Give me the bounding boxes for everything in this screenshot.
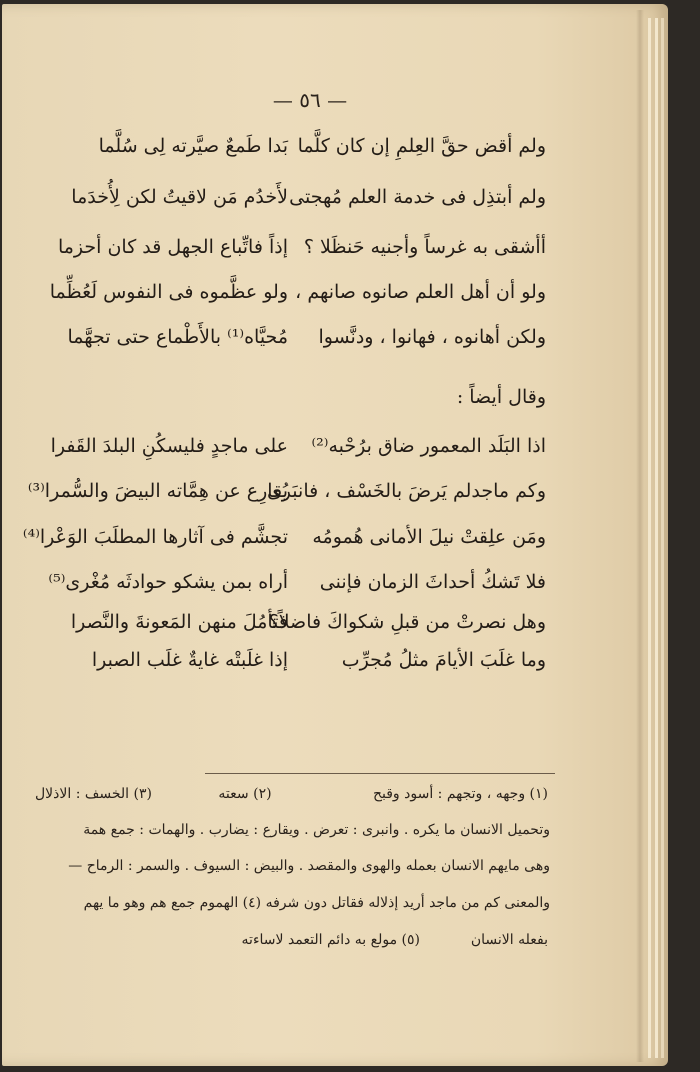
verse-line: مُحيَّاه⁽¹⁾ بالأَطْماع حتى تجهَّما (67, 326, 288, 348)
footnote: (١) وجهه ، وتجهم : أسود وقبح (372, 786, 548, 802)
footnote-line: والمعنى كم من ماجد أريد إذلاله فقاتل دون شرفه (٤) الهموم جمع هم وهو ما يهم (83, 895, 550, 911)
poem-heading: وقال أيضاً : (456, 386, 546, 408)
verse-line: ولو عظَّموه فى النفوس لَعُظِّما (49, 281, 288, 303)
verse-line: فلا تَشكُ أحداثَ الزمان فإننى (319, 571, 546, 593)
verse-line: وكم ماجدلم يَرضَ بالخَسْف ، فانبَرى (266, 480, 546, 502)
page-number: — ٥٦ — (272, 88, 348, 112)
verse-line: إذاً فاتِّباع الجهل قد كان أحزما (57, 236, 288, 258)
verse-line: أأشقى به غرساً وأجنيه حَنظَلا ؟ (303, 236, 546, 258)
verse-line: إذا غلَبتْه غايةٌ غلَب الصبرا (91, 649, 288, 671)
verse-line: يُقارِع عن هِمَّاته البيضَ والسُّمرا⁽³⁾ (27, 480, 288, 502)
footnote: (٢) سعته (218, 786, 272, 802)
footnote-line: وهى مايهم الانسان بعمله والهوى والمقصد . والبيض : السيوف . والسمر : الرماح — (68, 858, 550, 874)
verse-line: تجشَّم فى آثارها المطلَبَ الوَعْرا⁽⁴⁾ (22, 526, 288, 548)
verse-line: فتأمُلَ منهن المَعونةَ والنَّصرا (70, 611, 288, 633)
footnote: (٣) الخسف : الاذلال (35, 786, 152, 802)
verse-line: وما غلَبَ الأيامَ مثلُ مُجرِّب (341, 649, 546, 671)
footnote-line: وتحميل الانسان ما يكره . وانبرى : تعرض . ويقارع : يضارب . والهمات : جمع همة (83, 822, 550, 838)
footnote: (٥) مولع به دائم التعمد لاساءته (241, 932, 420, 948)
verse-line: لأَخدُم مَن لاقيتُ لكن لِأُخدَما (71, 186, 288, 208)
page-edge (655, 18, 658, 1058)
verse-line: ولو أن أهل العلم صانوه صانهم ، (295, 281, 546, 303)
page-fold (636, 10, 644, 1062)
verse-line: وهل نصرتْ من قبلِ شكواكَ فاضلاً؟ (268, 611, 546, 633)
verse-line: على ماجدٍ فليسكُنِ البلدَ القَفرا (50, 435, 288, 457)
verse-line: أراه بمن يشكو حوادثَه مُغْرى⁽⁵⁾ (48, 571, 288, 593)
verse-line: ولم أقض حقَّ العِلمِ إن كان كلَّما (297, 135, 546, 157)
verse-line: ولكن أهانوه ، فهانوا ، ودنَّسوا (318, 326, 546, 348)
verse-line: بَدا طَمعٌ صيَّرته لِى سُلَّما (98, 135, 288, 157)
verse-line: اذا البَلَد المعمور ضاق برُحْبه⁽²⁾ (311, 435, 546, 457)
verse-line: ومَن علِقتْ نيلَ الأمانى هُمومُه (312, 526, 546, 548)
page-edge (661, 18, 664, 1058)
footnote-rule (205, 773, 555, 774)
verse-line: ولم أبتذِل فى خدمة العلم مُهجتى (289, 186, 546, 208)
page-edge (648, 18, 651, 1058)
footnote: بفعله الانسان (470, 932, 548, 948)
